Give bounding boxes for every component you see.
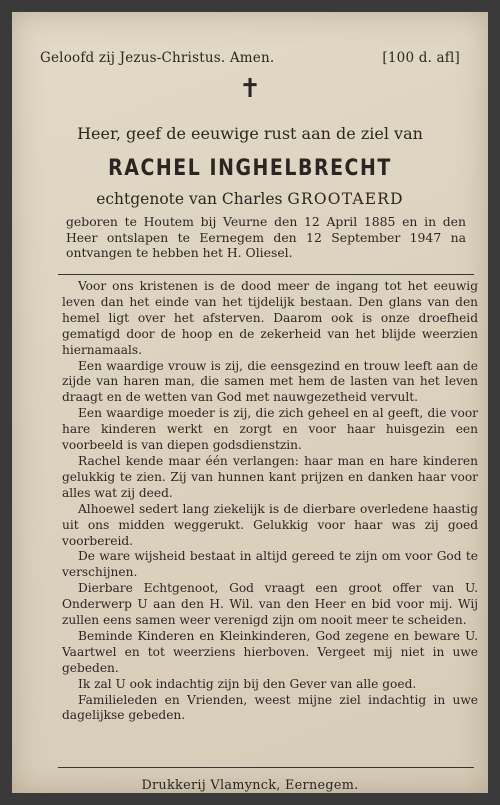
- paragraph: Ik zal U ook indachtig zijn bij den Gever van alle goed.: [78, 676, 417, 691]
- spouse-line: [12, 190, 488, 208]
- divider-bottom: [58, 767, 474, 768]
- cross-icon: ✝: [239, 74, 261, 104]
- paragraph: Een waardige moeder is zij, die zich geheel en al geeft, die voor hare kinderen werkt en zorgt en voor haar huisgezin een voorbeeld is van diepen godsdienstzin.: [62, 406, 478, 453]
- paragraph: De ware wijsheid bestaat in altijd gereed te zijn om voor God te verschijnen.: [62, 549, 478, 580]
- deceased-name: RACHEL INGHELBRECHT: [108, 156, 392, 181]
- paragraph: Familieleden en Vrienden, weest mijne ziel indachtig in uwe dagelijkse gebeden.: [62, 692, 478, 723]
- memorial-card: [12, 12, 488, 793]
- paragraph: Voor ons kristenen is de dood meer de ingang tot het eeuwig leven dan het einde van het tijdelijk bestaan. Den glans van den hemel ligt over het afsterven. Daarom ook is onze droefheid gematigd door de hoop en de zekerheid van het blijde weerzien hiernamaals.: [62, 279, 478, 357]
- spouse-surname: GROOTAERD: [287, 190, 404, 208]
- printer-credit: Drukkerij Vlamynck, Eernegem.: [141, 778, 359, 793]
- paragraph: Beminde Kinderen en Kleinkinderen, God zegene en beware U. Vaartwel en tot weerziens hierboven. Vergeet mij niet in uwe gebeden.: [62, 628, 478, 675]
- memorial-text: [62, 279, 478, 724]
- header-prayer: Geloofd zij Jezus-Christus. Amen.: [40, 50, 275, 66]
- indulgence-note: [100 d. afl]: [382, 50, 460, 66]
- paragraph: Rachel kende maar één verlangen: haar man en hare kinderen gelukkig te zien. Zij van hunnen kant prijzen en danken haar voor alles wat zij deed.: [62, 453, 478, 500]
- paragraph: Dierbare Echtgenoot, God vraagt een groot offer van U. Onderwerp U aan den H. Wil. van den Heer en bid voor mij. Wij zullen eens samen weer verenigd zijn om nooit meer te scheiden.: [62, 581, 478, 628]
- header-line: [40, 50, 460, 66]
- divider-top: [58, 274, 474, 275]
- invocation: Heer, geef de eeuwige rust aan de ziel van: [77, 124, 423, 143]
- spouse-prefix: echtgenote van Charles: [96, 190, 283, 208]
- birth-death-text: geboren te Houtem bij Veurne den 12 April 1885 en in den Heer ontslapen te Eernegem den 12 September 1947 na ontvangen te hebben het H. Oliesel.: [66, 214, 466, 260]
- paragraph: Een waardige vrouw is zij, die eensgezind en trouw leeft aan de zijde van haren man, die samen met hem de lasten van het leven draagt en de wetten van God met nauwgezetheid vervult.: [62, 358, 478, 405]
- paragraph: Alhoewel sedert lang ziekelijk is de dierbare overledene haastig uit ons midden weggerukt. Gelukkig voor haar was zij goed voorbereid.: [62, 501, 478, 548]
